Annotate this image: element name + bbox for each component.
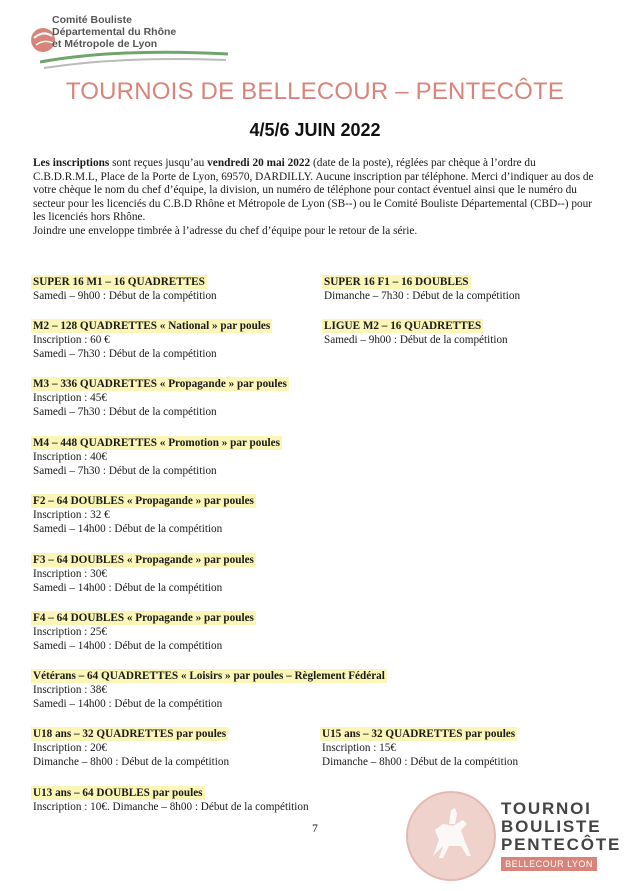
- org-line-2: Départemental du Rhône: [52, 26, 177, 38]
- event-line: Inscription : 38€: [33, 684, 107, 697]
- org-line-1: Comité Bouliste: [52, 14, 132, 26]
- event-line: Dimanche – 7h30 : Début de la compétition: [324, 290, 521, 303]
- event-ligue-m2: [324, 319, 508, 347]
- event-title: Vétérans – 64 QUADRETTES « Loisirs » par poules – Règlement Fédéral: [33, 670, 385, 682]
- intro-deadline: vendredi 20 mai 2022: [207, 157, 311, 169]
- event-line: Inscription : 32 €: [33, 509, 110, 522]
- event-u18: [33, 727, 229, 770]
- event-title: F3 – 64 DOUBLES « Propagande » par poules: [33, 554, 254, 566]
- event-title: U18 ans – 32 QUADRETTES par poules: [33, 728, 227, 740]
- footer-word-3: PENTECÔTE: [501, 835, 622, 854]
- event-title: F2 – 64 DOUBLES « Propagande » par poules: [33, 495, 254, 507]
- event-title: M4 – 448 QUADRETTES « Promotion » par poules: [33, 437, 280, 449]
- horse-rider-icon: [405, 790, 497, 882]
- event-line: Inscription : 20€: [33, 742, 107, 755]
- event-line: Dimanche – 8h00 : Début de la compétition: [322, 756, 519, 769]
- event-line: Inscription : 40€: [33, 451, 107, 464]
- footer-word-1: TOURNOI: [501, 799, 592, 818]
- event-title: U13 ans – 64 DOUBLES par poules: [33, 787, 203, 799]
- event-line: Inscription : 25€: [33, 626, 107, 639]
- event-line: Samedi – 9h00 : Début de la compétition: [33, 290, 217, 303]
- event-title: F4 – 64 DOUBLES « Propagande » par poules: [33, 612, 254, 624]
- event-title: SUPER 16 M1 – 16 QUADRETTES: [33, 276, 205, 288]
- event-line: Samedi – 14h00 : Début de la compétition: [33, 698, 223, 711]
- event-f2: [33, 494, 256, 537]
- event-line: Samedi – 7h30 : Début de la compétition: [33, 465, 217, 478]
- event-m3: [33, 377, 289, 420]
- intro-paragraph-1: [33, 157, 599, 225]
- event-line: Samedi – 14h00 : Début de la compétition: [33, 640, 223, 653]
- event-u15: [322, 727, 518, 770]
- event-title: U15 ans – 32 QUADRETTES par poules: [322, 728, 516, 740]
- intro-text: [33, 157, 599, 239]
- event-line: Inscription : 10€. Dimanche – 8h00 : Début de la compétition: [33, 801, 309, 814]
- event-veterans: [33, 669, 387, 712]
- footer-tag: BELLECOUR LYON: [501, 857, 597, 871]
- event-line: Dimanche – 8h00 : Début de la compétition: [33, 756, 230, 769]
- event-line: Samedi – 14h00 : Début de la compétition: [33, 523, 223, 536]
- event-m4: [33, 436, 282, 479]
- event-title: SUPER 16 F1 – 16 DOUBLES: [324, 276, 469, 288]
- event-f4: [33, 611, 256, 654]
- intro-text-2: (date de la poste), réglées par chèque à l’ordre du C.B.D.R.M.L, Place de la Porte de Lyon, 69570, DARDILLY. Aucune inscription par téléphone. Merci d’indiquer au dos de votre chèque le nom du chef d’équipe, la division, un numéro de téléphone pour contact éventuel ainsi que le numéro du secteur pour les licenciés du C.B.D Rhône et Métropole de Lyon (SB--) ou le Comité Bouliste Départemental (CBD--) pour les licenciés hors Rhône.: [33, 157, 594, 224]
- intro-text-1: sont reçues jusqu’au: [109, 157, 208, 169]
- event-line: Inscription : 45€: [33, 392, 107, 405]
- event-super16-m1: [33, 275, 217, 303]
- organization-name: [52, 14, 176, 50]
- event-dates: 4/5/6 JUIN 2022: [249, 120, 381, 140]
- page-title: TOURNOIS DE BELLECOUR – PENTECÔTE: [65, 78, 565, 105]
- event-line: Samedi – 14h00 : Début de la compétition: [33, 582, 223, 595]
- footer-logo: [405, 790, 622, 886]
- event-title: M3 – 336 QUADRETTES « Propagande » par poules: [33, 378, 287, 390]
- event-f3: [33, 553, 256, 596]
- page-number: 7: [312, 823, 318, 835]
- intro-bold-1: Les inscriptions: [33, 157, 110, 169]
- footer-word-2: BOULISTE: [501, 817, 602, 836]
- event-line: Inscription : 15€: [322, 742, 396, 755]
- event-line: Inscription : 60 €: [33, 334, 110, 347]
- event-title: M2 – 128 QUADRETTES « National » par poules: [33, 320, 271, 332]
- event-title: LIGUE M2 – 16 QUADRETTES: [324, 320, 482, 332]
- event-super16-f1: [324, 275, 520, 303]
- event-line: Inscription : 30€: [33, 568, 107, 581]
- event-m2: [33, 319, 272, 362]
- event-u13: [33, 786, 309, 814]
- org-line-3: et Métropole de Lyon: [52, 38, 158, 50]
- intro-paragraph-2: Joindre une enveloppe timbrée à l’adresse du chef d’équipe pour le retour de la série.: [33, 224, 418, 237]
- event-line: Samedi – 7h30 : Début de la compétition: [33, 348, 217, 361]
- event-line: Samedi – 7h30 : Début de la compétition: [33, 406, 217, 419]
- event-line: Samedi – 9h00 : Début de la compétition: [324, 334, 508, 347]
